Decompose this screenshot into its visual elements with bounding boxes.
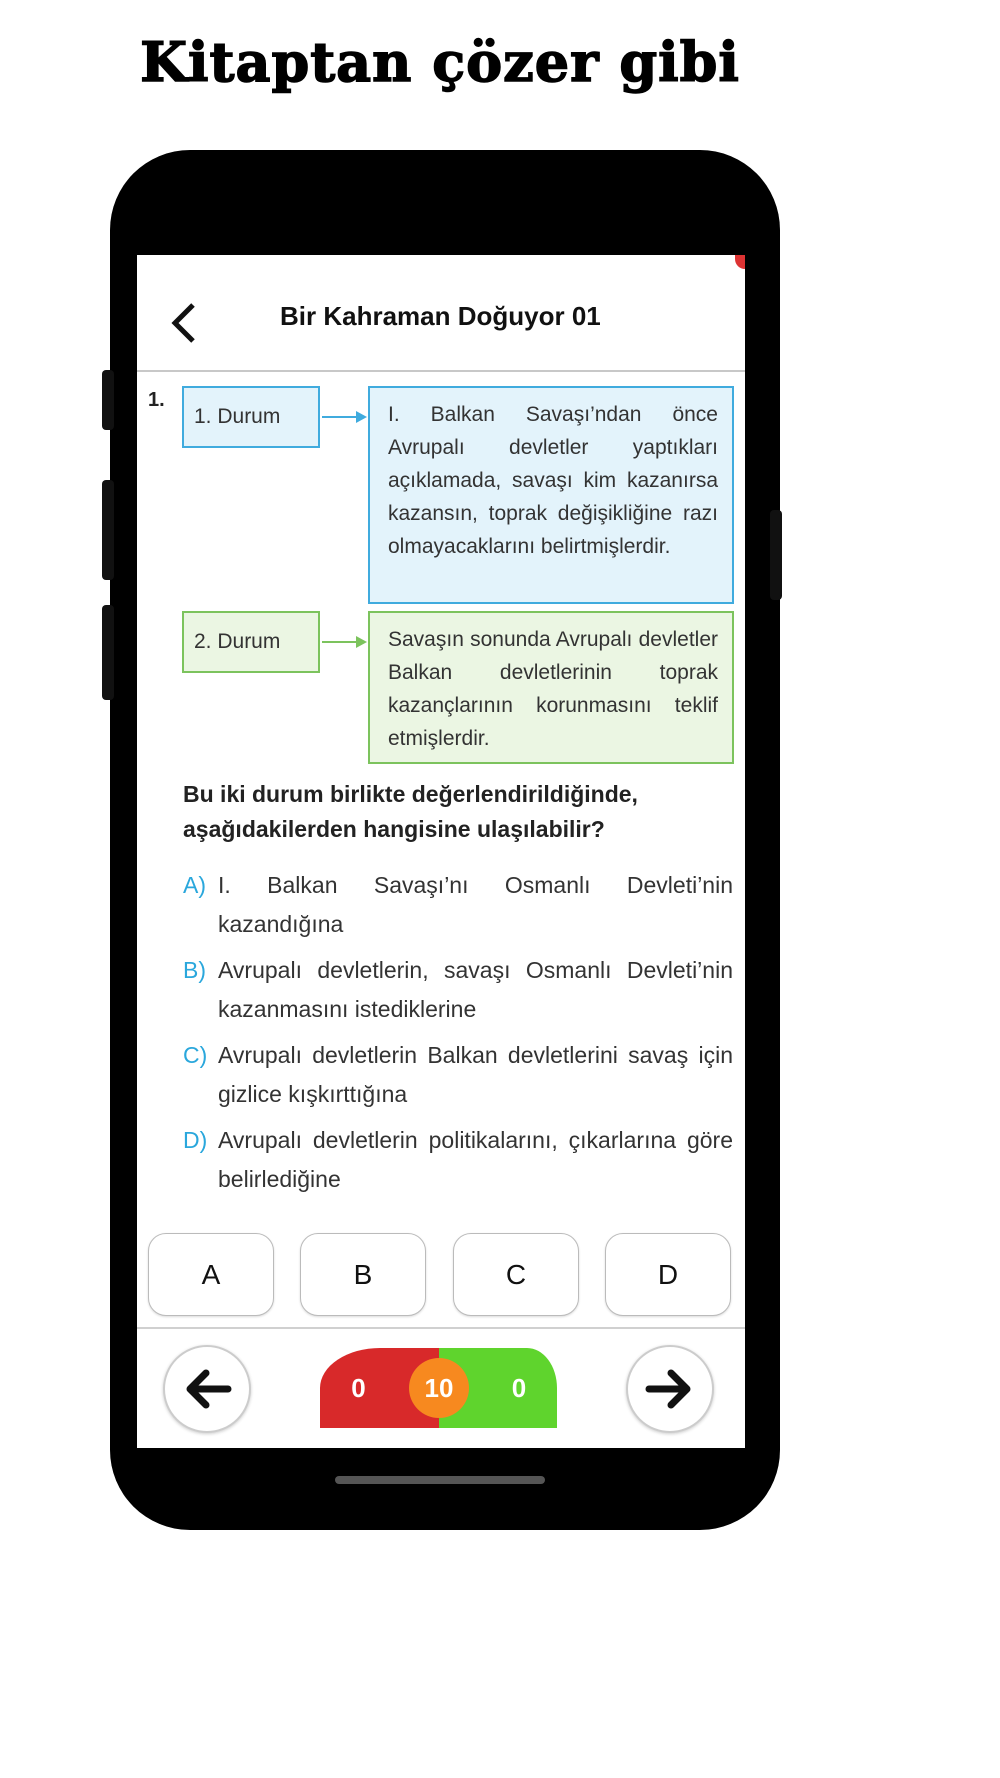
correct-count: 0 — [439, 1348, 557, 1428]
option-d — [183, 1121, 733, 1199]
header-divider — [137, 370, 745, 372]
options-list — [183, 866, 733, 1199]
case1-label: 1. Durum — [182, 386, 320, 448]
option-a — [183, 866, 733, 944]
remaining-count: 10 — [409, 1358, 469, 1418]
app-screen — [137, 255, 745, 1448]
answer-a-button[interactable]: A — [148, 1233, 274, 1316]
question-prompt: Bu iki durum birlikte değerlendirildiğinde, aşağıdakilerden hangisine ulaşılabilir? — [183, 781, 638, 842]
option-text: Avrupalı devletlerin politikalarını, çıkarlarına göre belirlediğine — [218, 1127, 733, 1192]
wrong-count: 0 — [320, 1348, 439, 1428]
option-letter: B) — [183, 957, 206, 983]
answer-d-button[interactable]: D — [605, 1233, 731, 1316]
option-text: Avrupalı devletlerin, savaşı Osmanlı Devleti’nin kazanmasını istediklerine — [218, 957, 733, 1022]
question-number: 1. — [148, 389, 165, 411]
option-text: I. Balkan Savaşı’nı Osmanlı Devleti’nin kazandığına — [218, 872, 733, 937]
phone-side-button — [770, 510, 782, 600]
case2-label: 2. Durum — [182, 611, 320, 673]
arrow-right-icon — [320, 632, 368, 652]
phone-side-button — [102, 480, 114, 580]
answer-c-button[interactable]: C — [453, 1233, 579, 1316]
phone-side-button — [102, 370, 114, 430]
answer-b-button[interactable]: B — [300, 1233, 426, 1316]
previous-question-button[interactable] — [163, 1345, 251, 1433]
back-chevron-icon[interactable] — [167, 301, 203, 345]
option-text: Avrupalı devletlerin Balkan devletlerini savaş için gizlice kışkırttığına — [218, 1042, 733, 1107]
case2-text: Savaşın sonunda Avrupalı devletler Balkan devletlerinin toprak kazançlarının korunmasını teklif etmişlerdir. — [368, 611, 734, 764]
corner-badge — [735, 255, 745, 269]
option-c — [183, 1036, 733, 1114]
next-question-button[interactable] — [626, 1345, 714, 1433]
home-indicator[interactable] — [335, 1476, 545, 1484]
page-title: Bir Kahraman Doğuyor 01 — [280, 301, 601, 331]
footer-divider — [137, 1327, 745, 1329]
option-letter: A) — [183, 872, 206, 898]
option-b — [183, 951, 733, 1029]
option-letter: C) — [183, 1042, 208, 1068]
case1-text: I. Balkan Savaşı’ndan önce Avrupalı devletler yaptıkları açıklamada, savaşı kim kazanırsa kazansın, toprak değişikliğine razı olmayacaklarını belirtmişlerdir. — [368, 386, 734, 604]
arrow-right-icon — [320, 407, 368, 427]
arrow-left-icon — [182, 1367, 232, 1411]
phone-side-button — [102, 605, 114, 700]
option-letter: D) — [183, 1127, 208, 1153]
headline: Kitaptan çözer gibi — [140, 30, 740, 94]
arrow-right-icon — [645, 1367, 695, 1411]
score-bar — [320, 1348, 557, 1428]
